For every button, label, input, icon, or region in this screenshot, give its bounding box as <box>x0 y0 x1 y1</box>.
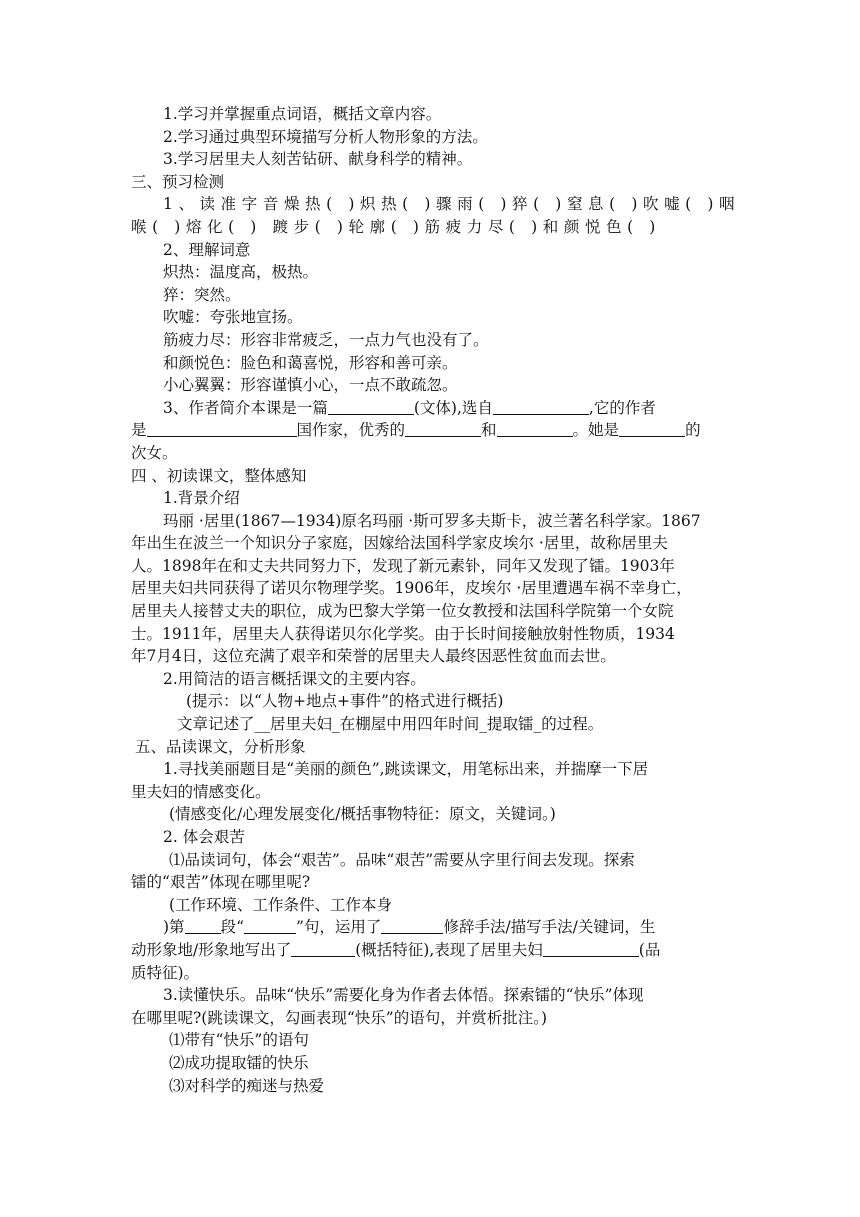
analysis-p2-list: (工作环境、工作条件、工作本身 <box>169 895 393 914</box>
analysis-p1-line-2: 里夫妇的情感变化。 <box>131 782 271 801</box>
joy-item: ⑶对科学的痴迷与热爱 <box>169 1076 325 1095</box>
section-heading-preview: 三、预习检测 <box>131 172 225 191</box>
analysis-p2-line-2: 镭的“艰苦”体现在哪里呢? <box>131 873 311 892</box>
analysis-p2-fill-line-2: 动形象地/形象地写出了 (概括特征),表现了居里夫妇 (品 <box>131 940 661 959</box>
fill-blank-genre[interactable] <box>328 398 414 415</box>
objective-2: 2.学习通过典型环境描写分析人物形象的方法。 <box>163 127 488 146</box>
definition-item: 猝：突然。 <box>163 285 241 304</box>
background-line: 年7月4日，这位充满了艰辛和荣誉的居里夫人最终因恶性贫血而去世。 <box>131 647 616 666</box>
background-line: 居里夫妇共同获得了诺贝尔物理学奖。1906年，皮埃尔 ·居里遭遇车祸不幸身亡， <box>131 579 692 598</box>
pronunciation-question-line-2: 喉( )熔化( ) 踱步( )轮廓( )筋疲力尽( )和颜悦色( ) <box>131 217 661 236</box>
background-line: 人。1898年在和丈夫共同努力下，发现了新元素钋，同年又发现了镭。1903年 <box>131 556 675 575</box>
author-question-line-2: 是 国作家，优秀的 和 。她是 的 <box>131 421 701 440</box>
vocabulary-title: 2、理解词意 <box>163 240 251 259</box>
pronunciation-question-line-1: 1、读准字音燥热( )炽热( )骤雨( )猝( )窒息( )吹嘘( )咽 <box>163 195 741 214</box>
document-page <box>131 103 741 1097</box>
author-question-line-1: 3、作者简介本课是一篇 (文体),选自 ,它的作者 <box>163 398 656 417</box>
definition-item: 筋疲力尽：形容非常疲乏，一点力气也没有了。 <box>163 330 489 349</box>
summary-answer: 文章记述了__居里夫妇_在棚屋中用四年时间_提取镭_的过程。 <box>177 715 604 734</box>
objective-3: 3.学习居里夫人刻苦钻研、献身科学的精神。 <box>163 150 473 169</box>
fill-blank-parent[interactable] <box>619 420 685 437</box>
summary-title: 2.用简洁的语言概括课文的主要内容。 <box>163 669 426 688</box>
fill-blank-technique[interactable] <box>381 917 443 934</box>
objective-1: 1.学习并掌握重点词语，概括文章内容。 <box>163 105 442 123</box>
definition-item: 炽热：温度高，极热。 <box>163 263 319 282</box>
analysis-p1-line-1: 1.寻找美丽题目是“美丽的颜色”,跳读课文，用笔标出来，并揣摩一下居 <box>163 760 649 779</box>
fill-blank-profession-2[interactable] <box>497 420 573 437</box>
analysis-p3-line-1: 3.读懂快乐。品味“快乐”需要化身为作者去体悟。探索镭的“快乐”体现 <box>163 986 644 1005</box>
background-line: 玛丽 ·居里(1867—1934)原名玛丽 ·斯可罗多夫斯卡，波兰著名科学家。1867 <box>163 511 701 530</box>
background-line: 年出生在波兰一个知识分子家庭，因嫁给法国科学家皮埃尔 ·居里，故称居里夫 <box>131 534 668 553</box>
joy-item: ⑴带有“快乐”的语句 <box>169 1031 309 1050</box>
author-question-line-3: 次女。 <box>131 443 178 462</box>
summary-hint: (提示：以“人物+地点+事件”的格式进行概括) <box>186 692 504 711</box>
fill-blank-profession-1[interactable] <box>405 420 481 437</box>
analysis-p3-line-2: 在哪里呢?(跳读课文，勾画表现“快乐”的语句，并赏析批注。) <box>131 1008 548 1027</box>
analysis-p2-line-1: ⑴品读词句，体会“艰苦”。品味“艰苦”需要从字里行间去发现。探索 <box>169 850 635 869</box>
fill-blank-feature[interactable] <box>291 940 355 957</box>
definition-item: 小心翼翼：形容谨慎小心，一点不敢疏忽。 <box>163 376 458 395</box>
fill-blank-sentence[interactable] <box>244 917 296 934</box>
analysis-p2-fill-line-3: 质特征)。 <box>131 963 200 982</box>
analysis-p1-hint: (情感变化/心理发展变化/概括事物特征：原文，关键词。) <box>169 805 556 824</box>
definition-item: 吹嘘：夸张地宣扬。 <box>163 308 303 327</box>
joy-item: ⑵成功提取镭的快乐 <box>169 1053 309 1072</box>
definition-item: 和颜悦色：脸色和蔼喜悦，形容和善可亲。 <box>163 353 458 372</box>
background-line: 居里夫人接替丈夫的职位，成为巴黎大学第一位女教授和法国科学院第一个女院 <box>131 602 674 621</box>
fill-blank-author[interactable] <box>147 420 297 437</box>
background-line: 士。1911年，居里夫人获得诺贝尔化学奖。由于长时间接触放射性物质，1934 <box>131 624 675 643</box>
fill-blank-quality[interactable] <box>543 940 639 957</box>
section-heading-reading: 四 、初读课文，整体感知 <box>131 466 307 485</box>
fill-blank-paragraph[interactable] <box>185 917 221 934</box>
background-title: 1.背景介绍 <box>163 489 240 508</box>
fill-blank-source[interactable] <box>493 398 589 415</box>
analysis-p2-fill-line-1: )第 段“ ”句，运用了 修辞手法/描写手法/关键词，生 <box>163 918 656 937</box>
section-heading-analysis: 五、品读课文，分析形象 <box>135 737 306 756</box>
analysis-p2-title: 2. 体会艰苦 <box>163 828 245 846</box>
